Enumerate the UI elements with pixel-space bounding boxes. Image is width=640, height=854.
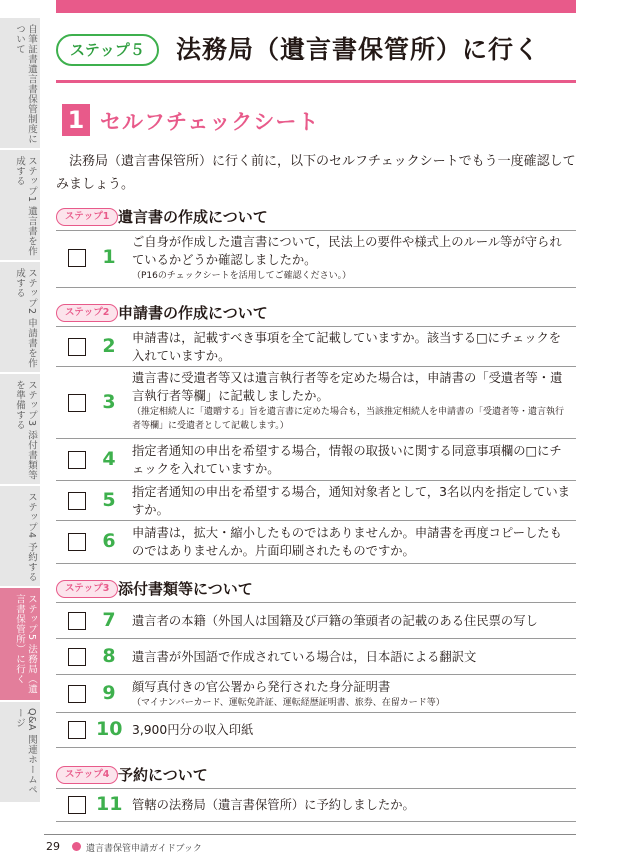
item-text: 申請書は，記載すべき事項を全て記載していますか。該当する□にチェックを入れていますか。 (132, 331, 562, 363)
checkbox[interactable] (68, 394, 86, 412)
checklist-row-9 (56, 674, 576, 713)
checkbox[interactable] (68, 796, 86, 814)
checkbox[interactable] (68, 685, 86, 703)
checkbox[interactable] (68, 492, 86, 510)
checkbox[interactable] (68, 612, 86, 630)
checklist-row-1 (56, 230, 576, 288)
sidebar-tab-label: ステップ3 添付書類等を準備する (14, 380, 37, 481)
sidebar-tab-step3[interactable] (0, 374, 40, 484)
item-number: 2 (102, 335, 116, 357)
sidebar-tab-label: ステップ2 申請書を作成する (14, 268, 37, 369)
item-number: 8 (102, 645, 116, 667)
section-title: セルフチェックシート (100, 110, 320, 134)
sidebar-tab-step4[interactable] (0, 486, 40, 586)
item-text (132, 369, 572, 433)
sidebar-tab-label: ステップ4 予約する (26, 492, 37, 583)
item-number: 6 (102, 530, 116, 552)
checklist-row-11 (56, 788, 576, 822)
item-text (132, 233, 572, 283)
checklist-row-10 (56, 712, 576, 748)
item-number: 5 (102, 489, 116, 511)
checkbox[interactable] (68, 338, 86, 356)
sidebar-tab-step1[interactable] (0, 150, 40, 260)
group-title: 添付書類等について (118, 580, 253, 598)
item-text: 遺言書が外国語で作成されている場合は，日本語による翻訳文 (132, 650, 477, 664)
footer-dot-icon (72, 842, 81, 851)
item-note: （マイナンバーカード、運転免許証、運転経歴証明書、旅券、在留カード等） (132, 698, 445, 708)
sidebar-tab-about[interactable] (0, 18, 40, 148)
sidebar-tab-qa[interactable] (0, 702, 40, 802)
item-main-text: 顔写真付きの官公署から発行された身分証明書 (132, 680, 391, 694)
checkbox[interactable] (68, 721, 86, 739)
checkbox[interactable] (68, 249, 86, 267)
checklist-row-7 (56, 602, 576, 639)
intro-text: 法務局（遺言書保管所）に行く前に，以下のセルフチェックシートでもう一度確認してみましょう。 (56, 154, 576, 192)
group-title: 予約について (118, 766, 208, 784)
group-title: 遺言書の作成について (118, 208, 268, 226)
checklist-row-4 (56, 438, 576, 481)
sidebar-tab-step5[interactable] (0, 588, 40, 700)
item-main-text: 遺言書に受遺者等又は遺言執行者等を定めた場合は，申請書の「受遺者等・遺言執行者等欄」に記載しましたか。 (132, 371, 563, 403)
item-text: 管轄の法務局（遺言書保管所）に予約しましたか。 (132, 798, 415, 812)
item-number: 7 (102, 609, 116, 631)
group-header-step4 (56, 762, 576, 786)
sidebar-tab-step2[interactable] (0, 262, 40, 372)
title-underline (56, 80, 576, 83)
item-number: 4 (102, 448, 116, 470)
group-header-step1 (56, 204, 576, 228)
top-accent-bar (56, 0, 576, 12)
item-text: 申請書は，拡大・縮小したものではありませんか。申請書を再度コピーしたものではありませんか。片面印刷されたものですか。 (132, 526, 562, 558)
section-header (56, 102, 576, 142)
group-header-step2 (56, 300, 576, 324)
footer-title: 遺言書保管申請ガイドブック (86, 844, 202, 854)
section-number: 1 (62, 104, 90, 136)
group-badge: ステップ3 (56, 580, 118, 598)
group-header-step3 (56, 576, 576, 600)
item-number: 9 (102, 682, 116, 704)
item-number: 11 (96, 793, 123, 815)
checkbox[interactable] (68, 648, 86, 666)
step-badge: ステップ５ (56, 34, 159, 66)
item-number: 1 (102, 246, 116, 268)
item-text: 3,900円分の収入印紙 (132, 723, 254, 737)
checkbox[interactable] (68, 451, 86, 469)
group-badge: ステップ2 (56, 304, 118, 322)
page-title: 法務局（遺言書保管所）に行く (176, 35, 541, 64)
item-text (132, 678, 572, 710)
item-text: 遺言者の本籍（外国人は国籍及び戸籍の筆頭者の記載のある住民票の写し (132, 614, 538, 628)
group-title: 申請書の作成について (118, 304, 268, 322)
step-header (56, 24, 576, 74)
sidebar-tab-label: ステップ5 法務局（遺言書保管所）に行く (14, 594, 37, 695)
sidebar-tab-label: 自筆証書遺言書保管制度について (14, 24, 37, 144)
checklist-row-2 (56, 326, 576, 367)
item-text: 指定者通知の申出を希望する場合，情報の取扱いに関する同意事項欄の□にチェックを入れていますか。 (132, 444, 562, 476)
item-note: （P16のチェックシートを活用してご確認ください。） (132, 271, 352, 281)
item-number: 10 (96, 718, 123, 740)
top-accent-line (56, 12, 576, 13)
item-text: 指定者通知の申出を希望する場合，通知対象者として，3名以内を指定していますか。 (132, 485, 570, 517)
sidebar-tab-label: Q&A 関連ホームページ (14, 708, 37, 795)
checklist-row-8 (56, 638, 576, 675)
page-number: 29 (46, 840, 60, 853)
sidebar (0, 0, 40, 853)
checklist-row-5 (56, 480, 576, 521)
checklist-row-6 (56, 520, 576, 564)
item-number: 3 (102, 391, 116, 413)
item-main-text: ご自身が作成した遺言書について，民法上の要件や様式上のルール等が守られているかどうか確認しましたか。 (132, 235, 562, 267)
checkbox[interactable] (68, 533, 86, 551)
item-note: （推定相続人に「遺贈する」旨を遺言書に定めた場合も，当該推定相続人を申請書の「受遺者等・遺言執行者等欄」に受遺者として記載します。） (132, 407, 565, 431)
sidebar-tab-label: ステップ1 遺言書を作成する (14, 156, 37, 257)
group-badge: ステップ4 (56, 766, 118, 784)
checklist-row-3 (56, 366, 576, 439)
footer-rule (44, 834, 576, 835)
group-badge: ステップ1 (56, 208, 118, 226)
